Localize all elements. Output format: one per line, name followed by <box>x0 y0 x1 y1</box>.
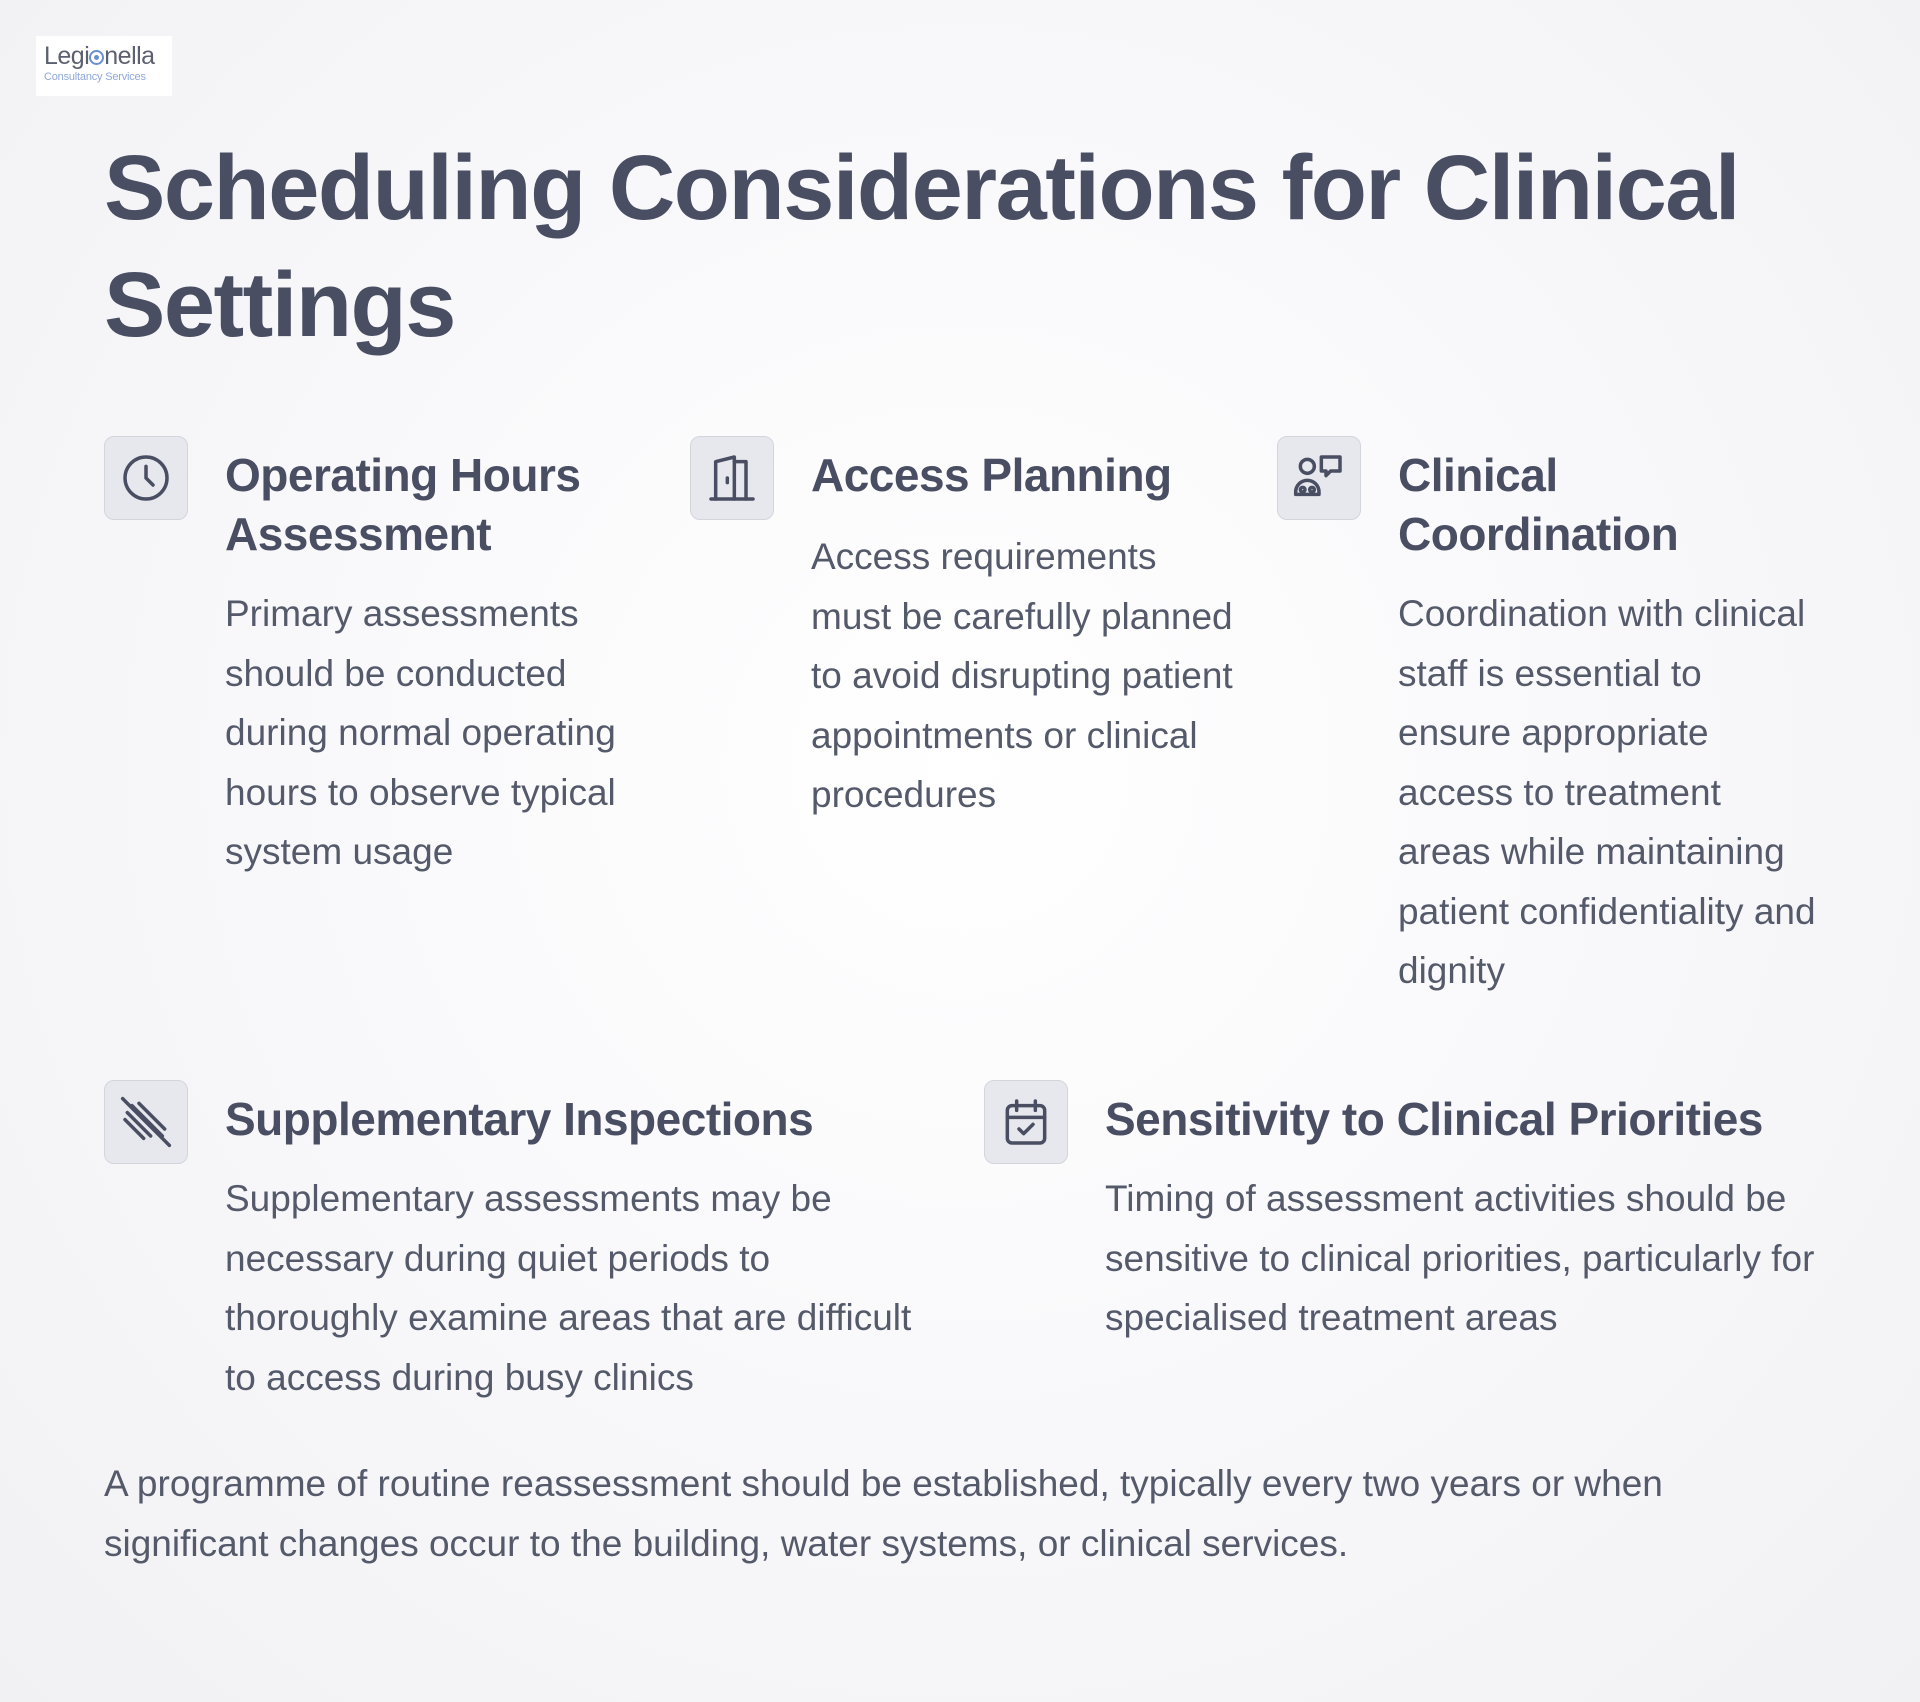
door-icon <box>690 436 774 520</box>
footer-note: A programme of routine reassessment should be established, typically every two years or when significant changes occur to the building, water systems, or clinical services. <box>104 1463 1663 1564</box>
card-title: Clinical Coordination <box>1398 449 1679 560</box>
card-text: Supplementary assessments may be necessary during quiet periods to thoroughly examine areas that are difficult to access during busy clinics <box>225 1178 912 1398</box>
eye-off-icon <box>104 1080 188 1164</box>
clock-icon <box>104 436 188 520</box>
calendar-check-icon <box>984 1080 1068 1164</box>
card-title: Supplementary Inspections <box>225 1093 814 1145</box>
card-title: Operating Hours Assessment <box>225 449 581 560</box>
logo-o-icon <box>89 50 104 65</box>
logo-wordmark: Legi nella <box>44 42 155 70</box>
user-chat-icon <box>1277 436 1361 520</box>
card-text: Access requirements must be carefully planned to avoid disrupting patient appointments or clinical procedures <box>811 536 1233 815</box>
card-text: Primary assessments should be conducted during normal operating hours to observe typical system usage <box>225 593 616 872</box>
card-title: Sensitivity to Clinical Priorities <box>1105 1093 1763 1145</box>
card-title: Access Planning <box>811 449 1172 501</box>
logo <box>36 36 172 96</box>
logo-tagline: Consultancy Services <box>44 71 146 83</box>
card-text: Coordination with clinical staff is essential to ensure appropriate access to treatment areas while maintaining patient confidentiality and dignity <box>1398 593 1816 991</box>
card-text: Timing of assessment activities should be sensitive to clinical priorities, particularly for specialised treatment areas <box>1105 1178 1815 1338</box>
page-title: Scheduling Considerations for Clinical Settings <box>104 137 1739 356</box>
